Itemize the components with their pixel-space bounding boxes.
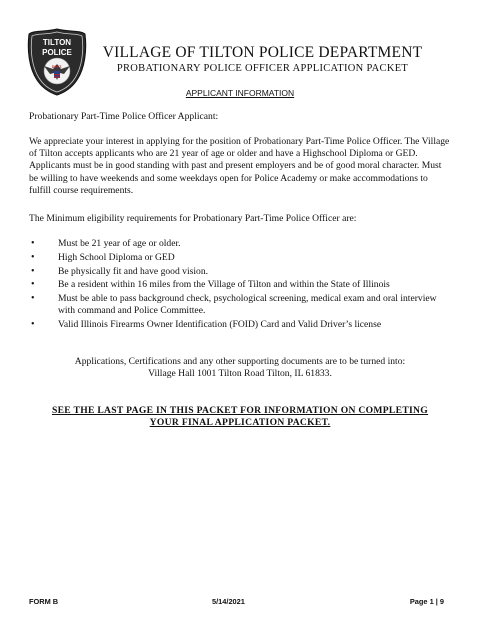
- badge-text-tilton: TILTON: [42, 38, 72, 47]
- final-packet-notice: [0, 405, 480, 430]
- requirement-item: • Valid Illinois Firearms Owner Identification (FOID) Card and Valid Driver’s license: [29, 319, 451, 331]
- footer-page-number: Page 1 | 9: [409, 597, 444, 606]
- requirement-item: • High School Diploma or GED: [29, 252, 451, 264]
- requirement-item: • Must be 21 year of age or older.: [29, 238, 451, 250]
- requirements-list: [29, 238, 451, 333]
- badge-text-police: POLICE: [42, 48, 72, 57]
- requirement-item: • Be physically fit and have good vision.: [29, 266, 451, 278]
- footer-form-id: FORM B: [29, 597, 59, 606]
- footer-date: 5/14/2021: [212, 597, 245, 606]
- requirement-item: • Be a resident within 16 miles from the Village of Tilton and within the State of Illinois: [29, 279, 451, 291]
- greeting: Probationary Part-Time Police Officer Applicant:: [29, 111, 219, 122]
- police-badge-logo: [27, 28, 87, 96]
- submission-info: [0, 356, 480, 381]
- requirement-item: • Must be able to pass background check, psychological screening, medical exam and oral interview with command and Police Committee.: [29, 293, 451, 317]
- section-title: APPLICANT INFORMATION: [185, 88, 295, 98]
- department-title: VILLAGE OF TILTON POLICE DEPARTMENT: [102, 44, 423, 61]
- packet-subtitle: PROBATIONARY POLICE OFFICER APPLICATION PACKET: [116, 63, 409, 74]
- intro-paragraph: We appreciate your interest in applying for the position of Probationary Part-Time Police Officer. The Village of Tilton accepts applicants who are 21 year of age or older and have a Highschool Diploma or GED. Applicants must be in good standing with past and present employers and be of good moral character. Must be willing to have weekends and some weekdays open for Police Academy or make accommodations to fulfill course requirements.: [29, 136, 450, 196]
- notice-line: SEE THE LAST PAGE IN THIS PACKET FOR INFORMATION ON COMPLETING: [51, 405, 429, 416]
- submission-address: Village Hall 1001 Tilton Road Tilton, IL 61833.: [148, 368, 332, 380]
- notice-line: YOUR FINAL APPLICATION PACKET.: [149, 417, 331, 429]
- requirements-intro: The Minimum eligibility requirements for Probationary Part-Time Police Officer are:: [29, 213, 357, 224]
- badge-text-dept: DEPT.: [51, 65, 63, 69]
- submission-line: Applications, Certifications and any other supporting documents are to be turned into:: [74, 356, 406, 367]
